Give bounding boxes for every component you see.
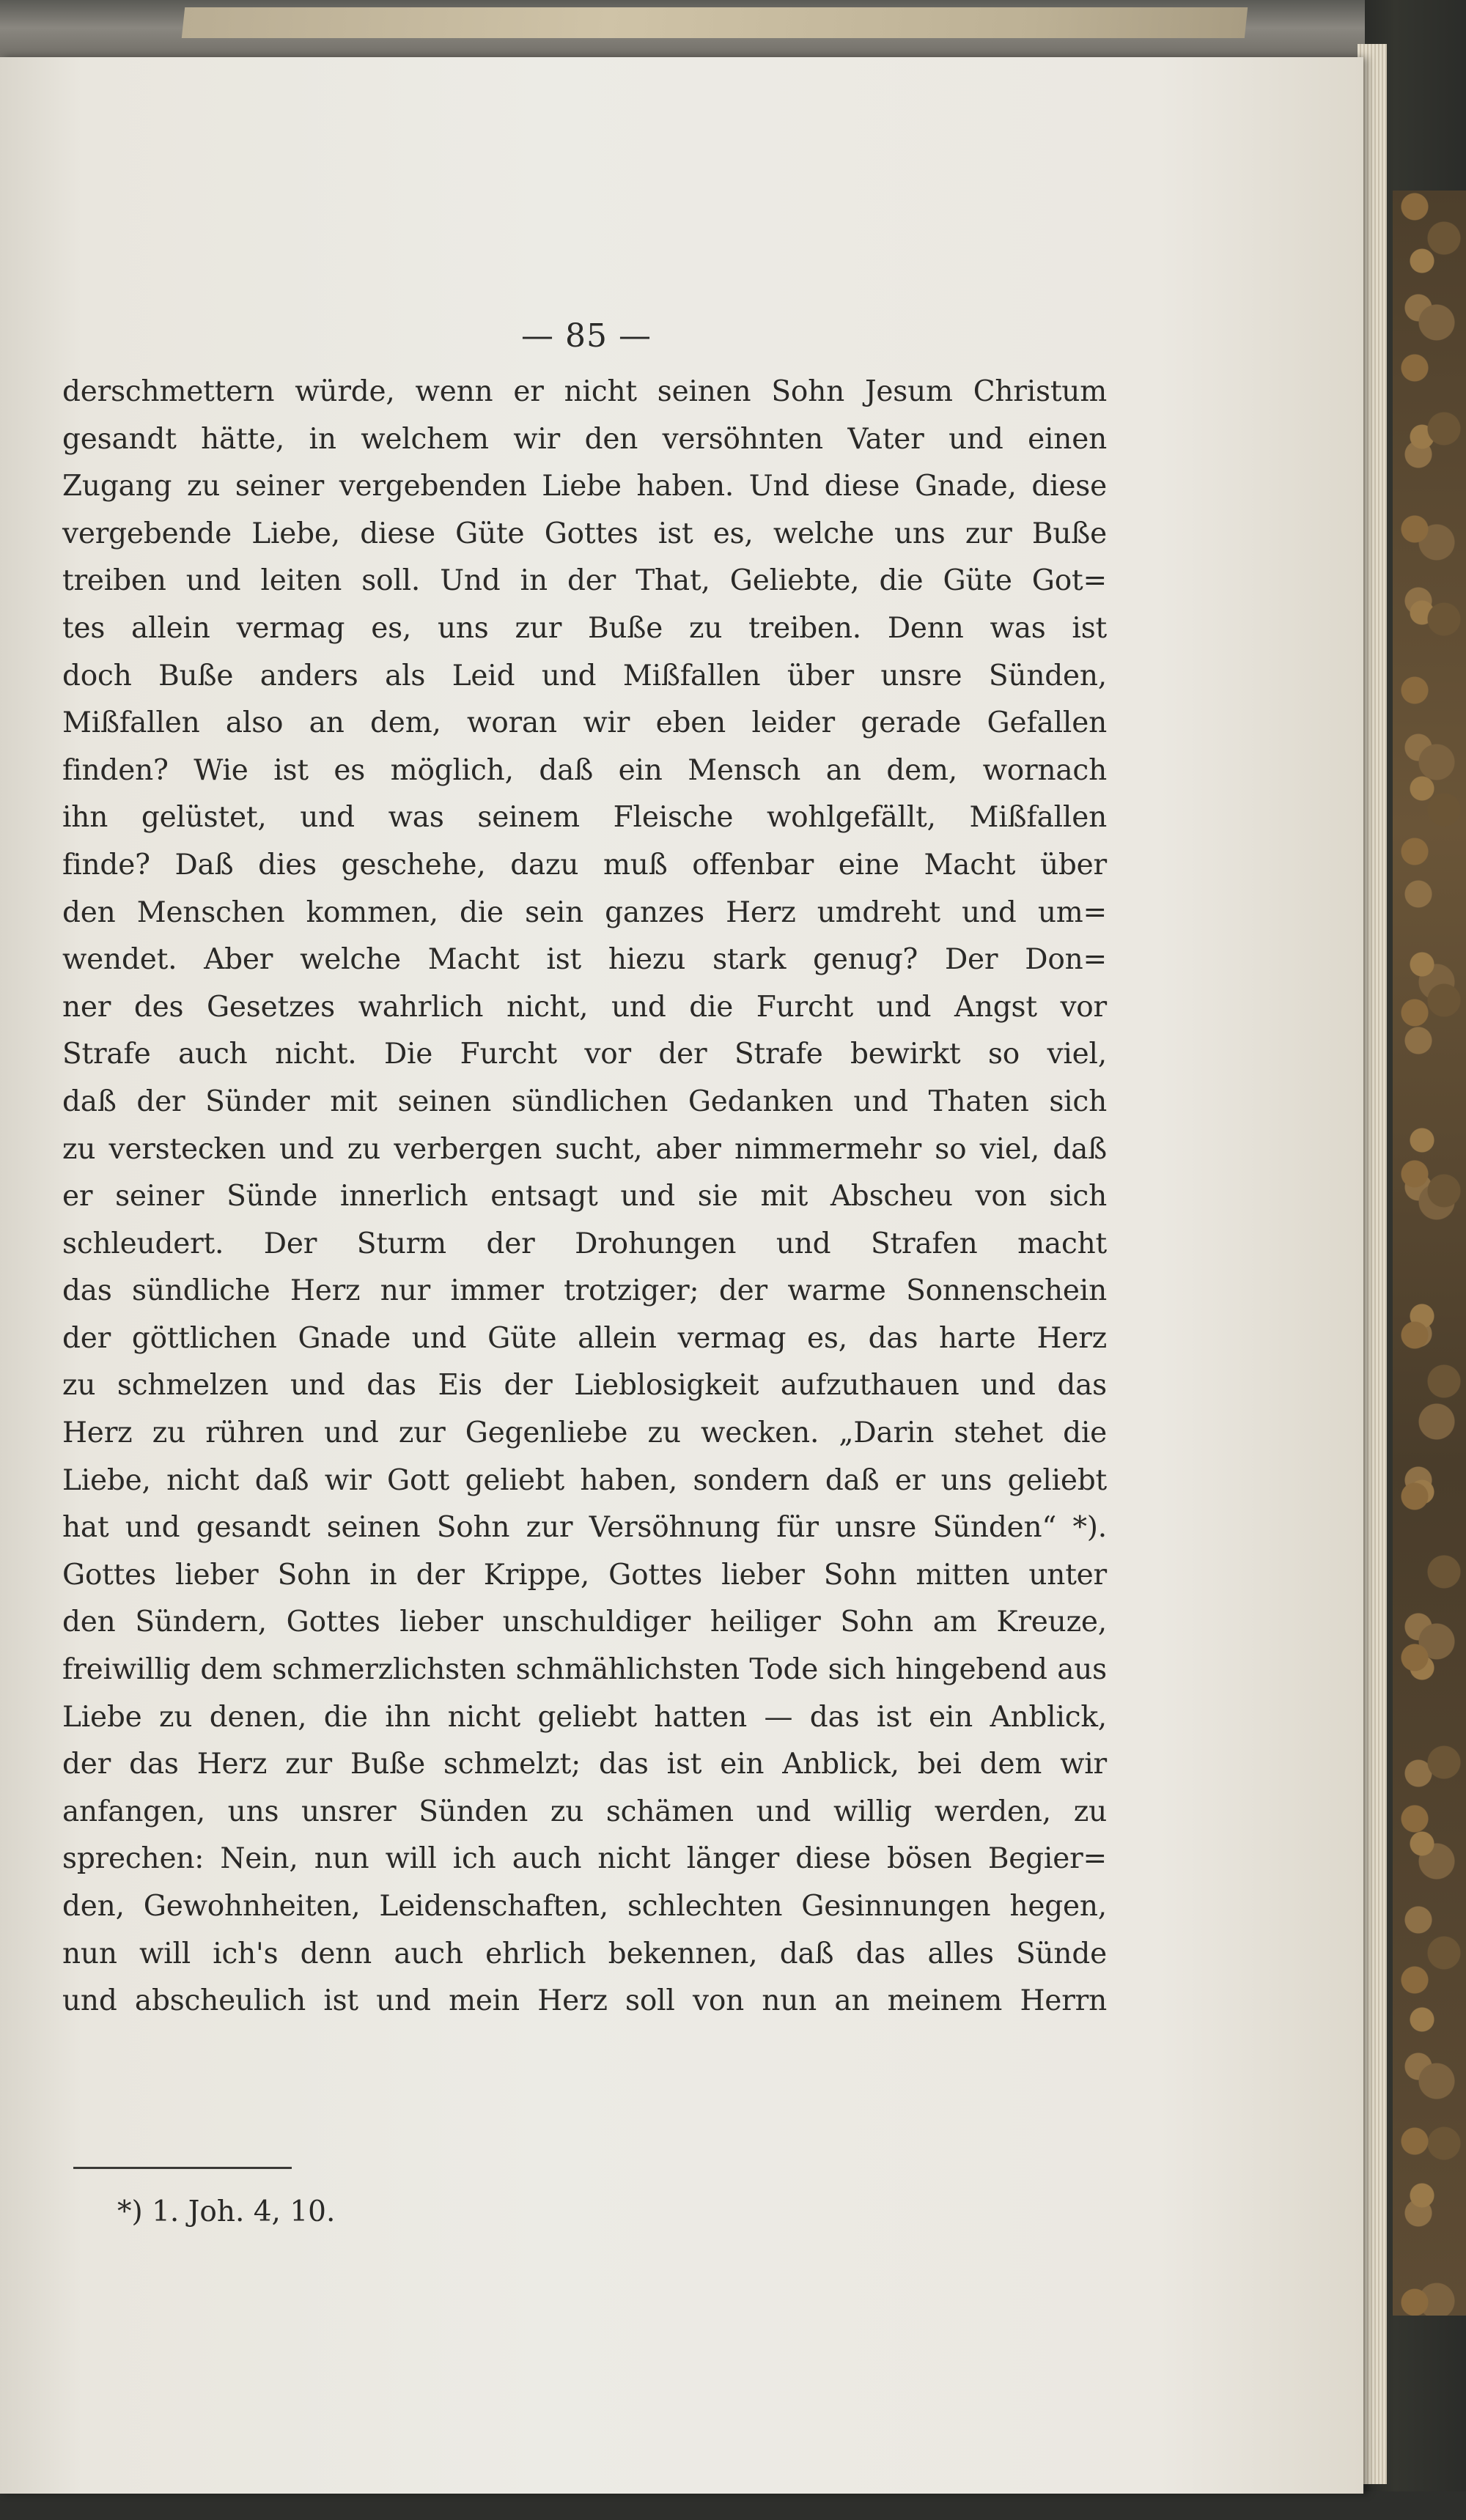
text-line: hat und gesandt seinen Sohn zur Versöhnung für unsre Sünden“ *). bbox=[62, 1511, 1107, 1545]
text-line: zu schmelzen und das Eis der Lieblosigkeit aufzuthauen und das bbox=[62, 1369, 1107, 1403]
page-number: — 85 — bbox=[521, 317, 652, 355]
text-line: den, Gewohnheiten, Leidenschaften, schlechten Gesinnungen hegen, bbox=[62, 1890, 1107, 1923]
text-line: Liebe zu denen, die ihn nicht geliebt hatten — das ist ein Anblick, bbox=[62, 1700, 1107, 1734]
book-page bbox=[0, 57, 1363, 2494]
marbled-endpaper bbox=[1393, 191, 1466, 2316]
text-line: gesandt hätte, in welchem wir den versöhnten Vater und einen bbox=[62, 422, 1107, 456]
text-line: Mißfallen also an dem, woran wir eben leider gerade Gefallen bbox=[62, 706, 1107, 740]
text-line: Gottes lieber Sohn in der Krippe, Gottes lieber Sohn mitten unter bbox=[62, 1558, 1107, 1592]
text-line: doch Buße anders als Leid und Mißfallen über unsre Sünden, bbox=[62, 659, 1107, 692]
text-line: finde? Daß dies geschehe, dazu muß offenbar eine Macht über bbox=[62, 848, 1107, 882]
book-top-edge bbox=[0, 0, 1466, 62]
text-line: Liebe, nicht daß wir Gott geliebt haben, sondern daß er uns geliebt bbox=[62, 1463, 1107, 1497]
text-line: er seiner Sünde innerlich entsagt und sie mit Abscheu von sich bbox=[62, 1180, 1107, 1213]
text-line: nun will ich's denn auch ehrlich bekennen, daß das alles Sünde bbox=[62, 1937, 1107, 1970]
text-line: schleudert. Der Sturm der Drohungen und Strafen macht bbox=[62, 1227, 1107, 1260]
text-line: finden? Wie ist es möglich, daß ein Mensch an dem, wornach bbox=[62, 753, 1107, 787]
text-line: derschmettern würde, wenn er nicht seinen Sohn Jesum Christum bbox=[62, 375, 1107, 408]
text-line: Strafe auch nicht. Die Furcht vor der Strafe bewirkt so viel, bbox=[62, 1038, 1107, 1071]
text-line: das sündliche Herz nur immer trotziger; der warme Sonnenschein bbox=[62, 1274, 1107, 1308]
text-line: anfangen, uns unsrer Sünden zu schämen und willig werden, zu bbox=[62, 1795, 1107, 1828]
text-line: freiwillig dem schmerzlichsten schmählichsten Tode sich hingebend aus bbox=[62, 1653, 1107, 1687]
text-line: der das Herz zur Buße schmelzt; das ist ein Anblick, bei dem wir bbox=[62, 1748, 1107, 1781]
page-block-top bbox=[182, 7, 1248, 38]
text-line: wendet. Aber welche Macht ist hiezu stark genug? Der Don= bbox=[62, 943, 1107, 977]
text-line: zu verstecken und zu verbergen sucht, aber nimmermehr so viel, daß bbox=[62, 1132, 1107, 1166]
text-line: daß der Sünder mit seinen sündlichen Gedanken und Thaten sich bbox=[62, 1085, 1107, 1118]
text-line: vergebende Liebe, diese Güte Gottes ist es, welche uns zur Buße bbox=[62, 517, 1107, 550]
text-line: der göttlichen Gnade und Güte allein vermag es, das harte Herz bbox=[62, 1321, 1107, 1355]
body-text bbox=[62, 369, 1107, 2025]
footnote-rule bbox=[73, 2167, 292, 2169]
text-line: den Sündern, Gottes lieber unschuldiger heiliger Sohn am Kreuze, bbox=[62, 1606, 1107, 1639]
text-line: ihn gelüstet, und was seinem Fleische wohlgefällt, Mißfallen bbox=[62, 801, 1107, 835]
text-line: den Menschen kommen, die sein ganzes Herz umdreht und um= bbox=[62, 895, 1107, 929]
footnote: *) 1. Joh. 4, 10. bbox=[117, 2195, 336, 2228]
text-line: und abscheulich ist und mein Herz soll von nun an meinem Herrn bbox=[62, 1984, 1107, 2018]
text-line: treiben und leiten soll. Und in der That, Geliebte, die Güte Got= bbox=[62, 564, 1107, 598]
text-line: tes allein vermag es, uns zur Buße zu treiben. Denn was ist bbox=[62, 611, 1107, 645]
text-line: Herz zu rühren und zur Gegenliebe zu wecken. „Darin stehet die bbox=[62, 1416, 1107, 1450]
text-line: sprechen: Nein, nun will ich auch nicht länger diese bösen Begier= bbox=[62, 1842, 1107, 1876]
text-line: Zugang zu seiner vergebenden Liebe haben. Und diese Gnade, diese bbox=[62, 470, 1107, 503]
text-line: ner des Gesetzes wahrlich nicht, und die Furcht und Angst vor bbox=[62, 990, 1107, 1024]
book-bottom-edge bbox=[0, 2491, 1466, 2520]
